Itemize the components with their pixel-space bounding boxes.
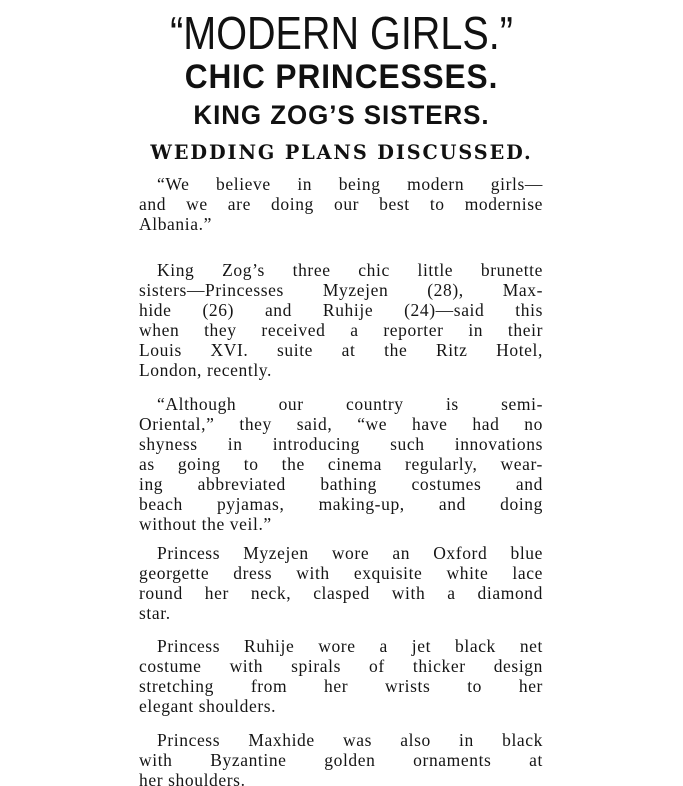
paragraph-princess-maxhide — [139, 730, 543, 786]
article-line: sisters—Princesses Myzejen (28), Max- — [139, 280, 543, 300]
paragraph-princess-ruhije — [139, 636, 543, 716]
article-line: elegant shoulders. — [139, 696, 277, 716]
headline-king-zogs-sisters: KING ZOG’S SISTERS. — [193, 100, 490, 130]
article-line: star. — [139, 603, 171, 623]
paragraph-semi-oriental — [139, 394, 543, 534]
article-line: beach pyjamas, making-up, and doing — [139, 494, 543, 514]
article-line: with Byzantine golden ornaments at — [139, 750, 543, 770]
article-line: “We believe in being modern girls— — [157, 174, 543, 194]
headline-wedding-plans: WEDDING PLANS DISCUSSED. — [150, 140, 533, 164]
article-line: hide (26) and Ruhije (24)—said this — [139, 300, 543, 320]
paragraph-princess-myzejen — [139, 543, 543, 623]
article-line: Louis XVI. suite at the Ritz Hotel, — [139, 340, 543, 360]
article-line: Princess Myzejen wore an Oxford blue — [157, 543, 543, 563]
article-line: round her neck, clasped with a diamond — [139, 583, 543, 603]
article-line: stretching from her wrists to her — [139, 676, 543, 696]
article-line: costume with spirals of thicker design — [139, 656, 543, 676]
article-line: when they received a reporter in their — [139, 320, 543, 340]
article-line: London, recently. — [139, 360, 272, 380]
article-line: and we are doing our best to modernise — [139, 194, 543, 214]
article-line: ing abbreviated bathing costumes and — [139, 474, 543, 494]
paragraph-king-zogs-sisters — [139, 260, 543, 380]
article-line: georgette dress with exquisite white lace — [139, 563, 543, 583]
paragraph-modern-girls-quote — [139, 174, 543, 234]
article-line: without the veil.” — [139, 514, 272, 534]
article-line: Princess Maxhide was also in black — [157, 730, 543, 750]
article-line: as going to the cinema regularly, wear- — [139, 454, 543, 474]
article-line: her shoulders. — [139, 770, 246, 786]
article-line: Princess Ruhije wore a jet black net — [157, 636, 543, 656]
headline-modern-girls: “MODERN GIRLS.” — [170, 7, 513, 59]
article-line: “Although our country is semi- — [157, 394, 543, 414]
article-line: shyness in introducing such innovations — [139, 434, 543, 454]
article-line: King Zog’s three chic little brunette — [157, 260, 543, 280]
headline-chic-princesses: CHIC PRINCESSES. — [184, 58, 499, 96]
article-line: Oriental,” they said, “we have had no — [139, 414, 543, 434]
article-line: Albania.” — [139, 214, 212, 234]
